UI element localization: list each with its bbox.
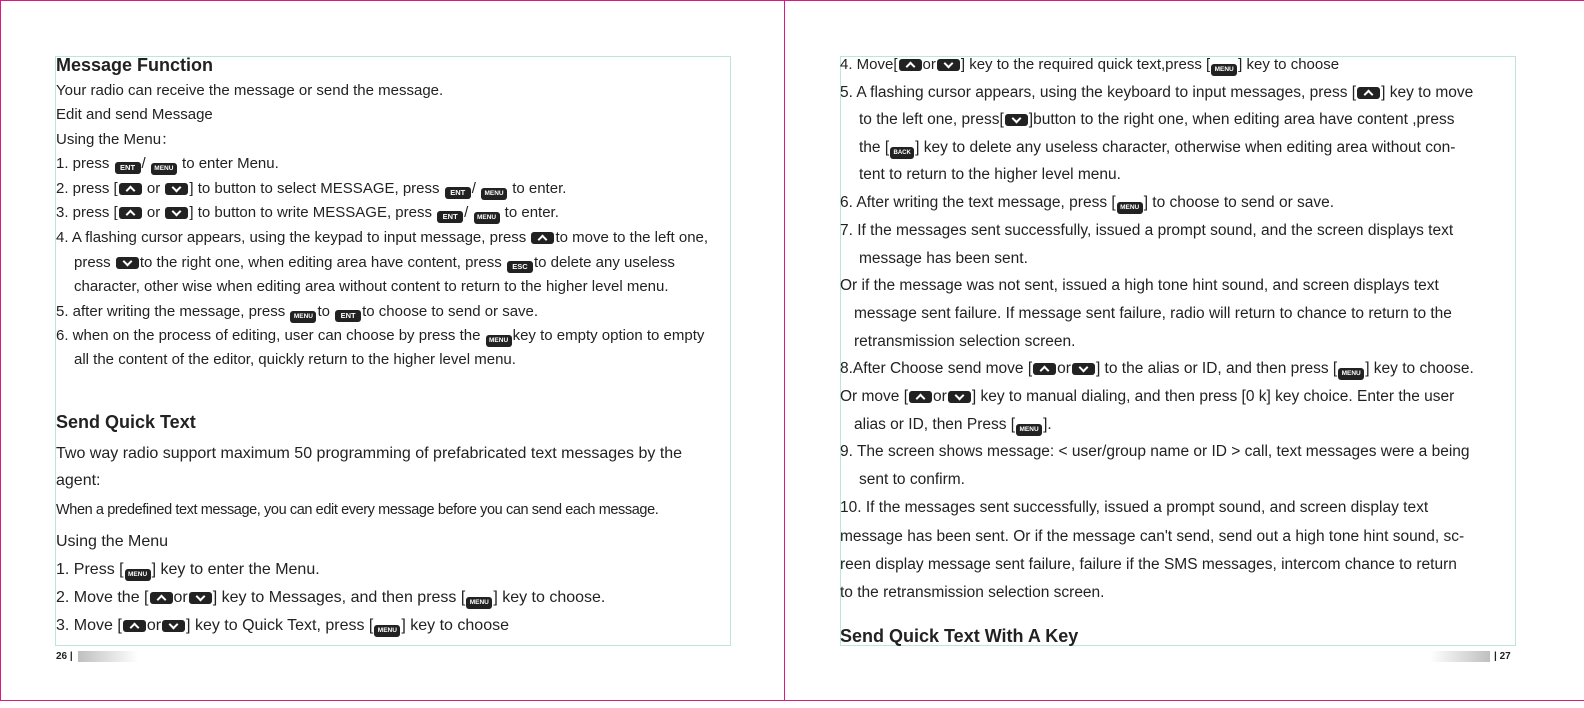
down-arrow-key-icon [1072, 363, 1095, 375]
step-line: press to the right one, when editing area have content, press ESC to delete any useless [74, 254, 675, 271]
down-arrow-key-icon [116, 257, 139, 269]
ent-key-icon: ENT [445, 187, 471, 199]
text-line: all the content of the editor, quickly return to the higher level menu. [74, 351, 516, 368]
crop-line-bottom [0, 700, 1584, 701]
up-arrow-key-icon [1033, 363, 1056, 375]
up-arrow-key-icon [531, 232, 554, 244]
step-line: Or move [ or ] key to manual dialing, and then press [0 k] key choice. Enter the user [840, 388, 1455, 405]
step-line: 8.After Choose send move [ or ] to the alias or ID, and then press [ MENU ] key to choose. [840, 360, 1474, 380]
text-line: tent to return to the higher level menu. [859, 166, 1121, 183]
text-line: Two way radio support maximum 50 programming of prefabricated text messages by the [56, 445, 683, 462]
text-line: When a predefined text message, you can edit every message before you can send each message. [56, 502, 659, 518]
step-line: 3. Move [ or ] key to Quick Text, press [ MENU ] key to choose [56, 617, 509, 637]
text-line: reen display message sent failure, failure if the SMS messages, intercom chance to return [840, 556, 1457, 573]
up-arrow-key-icon [119, 207, 142, 219]
down-arrow-key-icon [1005, 114, 1028, 126]
ent-key-icon: ENT [115, 162, 141, 174]
down-arrow-key-icon [189, 592, 212, 604]
menu-key-icon: MENU [151, 163, 177, 175]
menu-key-icon: MENU [125, 569, 151, 581]
text-line: 9. The screen shows message: < user/group name or ID > call, text messages were a being [840, 443, 1470, 460]
crop-line-middle [784, 0, 785, 701]
down-arrow-key-icon [165, 183, 188, 195]
step-line: to the left one, press[ ]button to the right one, when editing area have content ,press [859, 111, 1455, 128]
esc-key-icon: ESC [507, 261, 533, 273]
text-line: Using the Menu [56, 533, 169, 550]
text-line: message sent failure. If message sent failure, radio will return to chance to return to the [854, 305, 1452, 322]
text-line: message has been sent. Or if the message can't send, send out a high tone hint sound, sc- [840, 528, 1465, 545]
ent-key-icon: ENT [335, 310, 361, 322]
text-line: message has been sent. [859, 250, 1028, 267]
text-line: sent to confirm. [859, 471, 965, 488]
ent-key-icon: ENT [437, 211, 463, 223]
up-arrow-key-icon [1357, 87, 1380, 99]
step-line: 5. A flashing cursor appears, using the keyboard to input messages, press [ ] key to move [840, 84, 1474, 101]
section-heading: Send Quick Text With A Key [840, 626, 1079, 646]
menu-key-icon: MENU [1211, 64, 1237, 76]
text-line: Your radio can receive the message or send the message. [56, 82, 444, 99]
up-arrow-key-icon [150, 592, 173, 604]
step-line: 4. A flashing cursor appears, using the keypad to input message, press to move to the left one, [56, 229, 709, 246]
text-line: to the retransmission selection screen. [840, 584, 1105, 601]
menu-key-icon: MENU [481, 188, 507, 200]
text-line: Edit and send Message [56, 106, 213, 123]
back-key-icon: BACK [890, 147, 914, 159]
text-line: character, other wise when editing area without content to return to the higher level menu. [74, 278, 669, 295]
menu-key-icon: MENU [290, 311, 316, 323]
up-arrow-key-icon [119, 183, 142, 195]
menu-key-icon: MENU [374, 625, 400, 637]
text-line: retransmission selection screen. [854, 333, 1076, 350]
step-line: 2. press [ or ] to button to select MESSAGE, press ENT / MENU to enter. [56, 180, 566, 200]
down-arrow-key-icon [162, 620, 185, 632]
menu-key-icon: MENU [486, 335, 512, 347]
step-line: 1. Press [ MENU ] key to enter the Menu. [56, 561, 320, 581]
step-line: 6. when on the process of editing, user can choose by press the MENU key to empty option to empty [56, 327, 704, 347]
step-line: 3. press [ or ] to button to write MESSAGE, press ENT / MENU to enter. [56, 204, 559, 224]
menu-key-icon: MENU [1338, 368, 1364, 380]
menu-key-icon: MENU [466, 597, 492, 609]
text-line: 7. If the messages sent successfully, issued a prompt sound, and the screen displays text [840, 222, 1454, 239]
step-line: 2. Move the [ or ] key to Messages, and then press [ MENU ] key to choose. [56, 589, 605, 609]
up-arrow-key-icon [899, 59, 922, 71]
down-arrow-key-icon [948, 391, 971, 403]
menu-key-icon: MENU [474, 212, 500, 224]
text-line: Or if the message was not sent, issued a high tone hint sound, and screen displays text [840, 277, 1439, 294]
step-line: 6. After writing the text message, press [ MENU ] to choose to send or save. [840, 194, 1334, 214]
down-arrow-key-icon [937, 59, 960, 71]
section-heading: Send Quick Text [56, 412, 196, 432]
page-number: 26 | [56, 651, 73, 662]
step-line: alias or ID, then Press [ MENU ]. [854, 416, 1052, 436]
step-line: 1. press ENT / MENU to enter Menu. [56, 155, 279, 175]
page-number: | 27 [1494, 651, 1511, 662]
crop-line-left [0, 0, 1, 701]
menu-key-icon: MENU [1117, 202, 1143, 214]
down-arrow-key-icon [165, 207, 188, 219]
text-line: 10. If the messages sent successfully, issued a prompt sound, and screen display text [840, 499, 1429, 516]
page-footer-bar [1430, 651, 1490, 662]
step-line: 5. after writing the message, press MENU to ENT to choose to send or save. [56, 303, 538, 323]
step-line: 4. Move[ or ] key to the required quick text,press [ MENU ] key to choose [840, 56, 1339, 76]
section-heading: Message Function [56, 55, 214, 75]
text-line: Using the Menu： [56, 131, 177, 148]
menu-key-icon: MENU [1016, 424, 1042, 436]
step-line: the [ BACK ] key to delete any useless character, otherwise when editing area without con- [859, 139, 1455, 159]
page-footer-bar [78, 651, 138, 662]
text-line: agent: [56, 472, 101, 489]
up-arrow-key-icon [123, 620, 146, 632]
up-arrow-key-icon [909, 391, 932, 403]
crop-line-top [0, 0, 1584, 1]
